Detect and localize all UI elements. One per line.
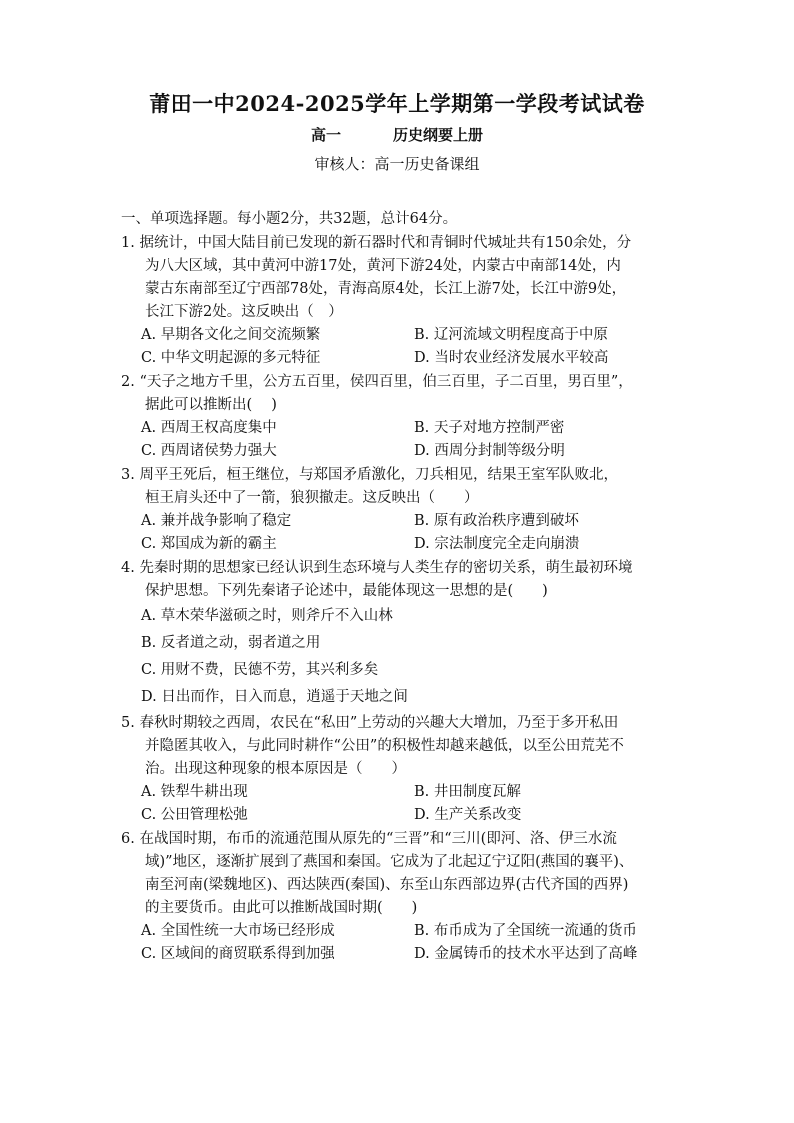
- question-line: 1. 据统计，中国大陆目前已发现的新石器时代和青铜时代城址共有150余处，分: [121, 235, 632, 251]
- option-c: C. 西周诸侯势力强大: [141, 443, 277, 459]
- option-b: B. 辽河流域文明程度高于中原: [414, 327, 608, 343]
- question-line: 2. “天子之地方千里，公方五百里，侯四百里，伯三百里，子二百里，男百里”，: [121, 374, 633, 390]
- option-a: A. 兼并战争影响了稳定: [141, 513, 292, 529]
- option-b: B. 布币成为了全国统一流通的货币: [414, 923, 637, 939]
- question-line: 桓王肩头还中了一箭，狼狈撤走。这反映出（ ）: [145, 490, 479, 506]
- reviewer-line: 审核人：高一历史备课组: [314, 155, 480, 173]
- question-2: [121, 371, 681, 463]
- option-a: A. 西周王权高度集中: [141, 420, 277, 436]
- options: [121, 324, 681, 370]
- subject-label: 历史纲要上册: [393, 126, 484, 144]
- option-c: C. 用财不费，民德不劳，其兴利多矣: [141, 662, 379, 678]
- question-5: [121, 712, 681, 827]
- option-a: A. 草木荣华滋硕之时，则斧斤不入山林: [141, 608, 393, 624]
- options: [121, 510, 681, 556]
- option-a: A. 铁犁牛耕出现: [141, 784, 248, 800]
- question-3: [121, 464, 681, 556]
- question-line: 长江下游2处。这反映出（ ）: [145, 304, 343, 320]
- option-c: C. 中华文明起源的多元特征: [141, 350, 321, 366]
- options: [121, 781, 681, 827]
- option-d: D. 日出而作，日入而息，逍遥于天地之间: [141, 689, 408, 705]
- question-line: 4. 先秦时期的思想家已经认识到生态环境与人类生存的密切关系，萌生最初环境: [121, 560, 633, 576]
- section-heading: 一、单项选择题。每小题2分，共32题，总计64分。: [121, 211, 458, 227]
- question-line: 为八大区域，其中黄河中游17处，黄河下游24处，内蒙古中南部14处，内: [145, 258, 621, 274]
- option-a: A. 全国性统一大市场已经形成: [141, 923, 335, 939]
- question-line: 保护思想。下列先秦诸子论述中，最能体现这一思想的是( ): [145, 583, 548, 599]
- option-d: D. 西周分封制等级分明: [414, 443, 565, 459]
- option-b: B. 天子对地方控制严密: [414, 420, 565, 436]
- option-d: D. 金属铸币的技术水平达到了高峰: [414, 946, 638, 962]
- option-c: C. 公田管理松弛: [141, 807, 248, 823]
- page-title: 莆田一中2024-2025学年上学期第一学段考试试卷: [149, 91, 645, 116]
- subtitle: [0, 124, 794, 145]
- option-d: D. 生产关系改变: [414, 807, 522, 823]
- question-line: 3. 周平王死后，桓王继位，与郑国矛盾激化，刀兵相见，结果王室军队败北，: [121, 467, 618, 483]
- question-line: 5. 春秋时期较之西周，农民在“私田”上劳动的兴趣大大增加，乃至于多开私田: [121, 715, 619, 731]
- grade-label: 高一: [310, 126, 341, 144]
- option-b: B. 原有政治秩序遭到破坏: [414, 513, 579, 529]
- question-1: [121, 232, 681, 370]
- option-b: B. 井田制度瓦解: [414, 784, 521, 800]
- question-line: 蒙古东南部至辽宁西部78处，青海高原4处，长江上游7处，长江中游9处，: [145, 281, 627, 297]
- option-b: B. 反者道之动，弱者道之用: [141, 635, 321, 651]
- options: [121, 417, 681, 463]
- option-c: C. 郑国成为新的霸主: [141, 536, 277, 552]
- question-line: 并隐匿其收入，与此同时耕作“公田”的积极性却越来越低，以至公田荒芜不: [145, 738, 624, 754]
- question-line: 南至河南(梁魏地区)、西达陕西(秦国)、东至山东西部边界(古代齐国的西界): [145, 877, 629, 893]
- option-d: D. 宗法制度完全走向崩溃: [414, 536, 580, 552]
- question-6: [121, 828, 681, 966]
- question-line: 的主要货币。由此可以推断战国时期( ): [145, 900, 418, 916]
- exam-content: [121, 208, 681, 967]
- question-line: 据此可以推断出( ): [145, 397, 277, 413]
- option-a: A. 早期各文化之间交流频繁: [141, 327, 321, 343]
- options: [121, 920, 681, 966]
- option-d: D. 当时农业经济发展水平较高: [414, 350, 609, 366]
- option-c: C. 区域间的商贸联系得到加强: [141, 946, 335, 962]
- question-line: 域)”地区，逐渐扩展到了燕国和秦国。它成为了北起辽宁辽阳(燕国的襄平)、: [145, 854, 634, 870]
- question-line: 治。出现这种现象的根本原因是（ ）: [145, 761, 406, 777]
- question-line: 6. 在战国时期，布币的流通范围从原先的“三晋”和“三川(即河、洛、伊三水流: [121, 831, 617, 847]
- question-4: [121, 557, 681, 711]
- options: [121, 603, 681, 711]
